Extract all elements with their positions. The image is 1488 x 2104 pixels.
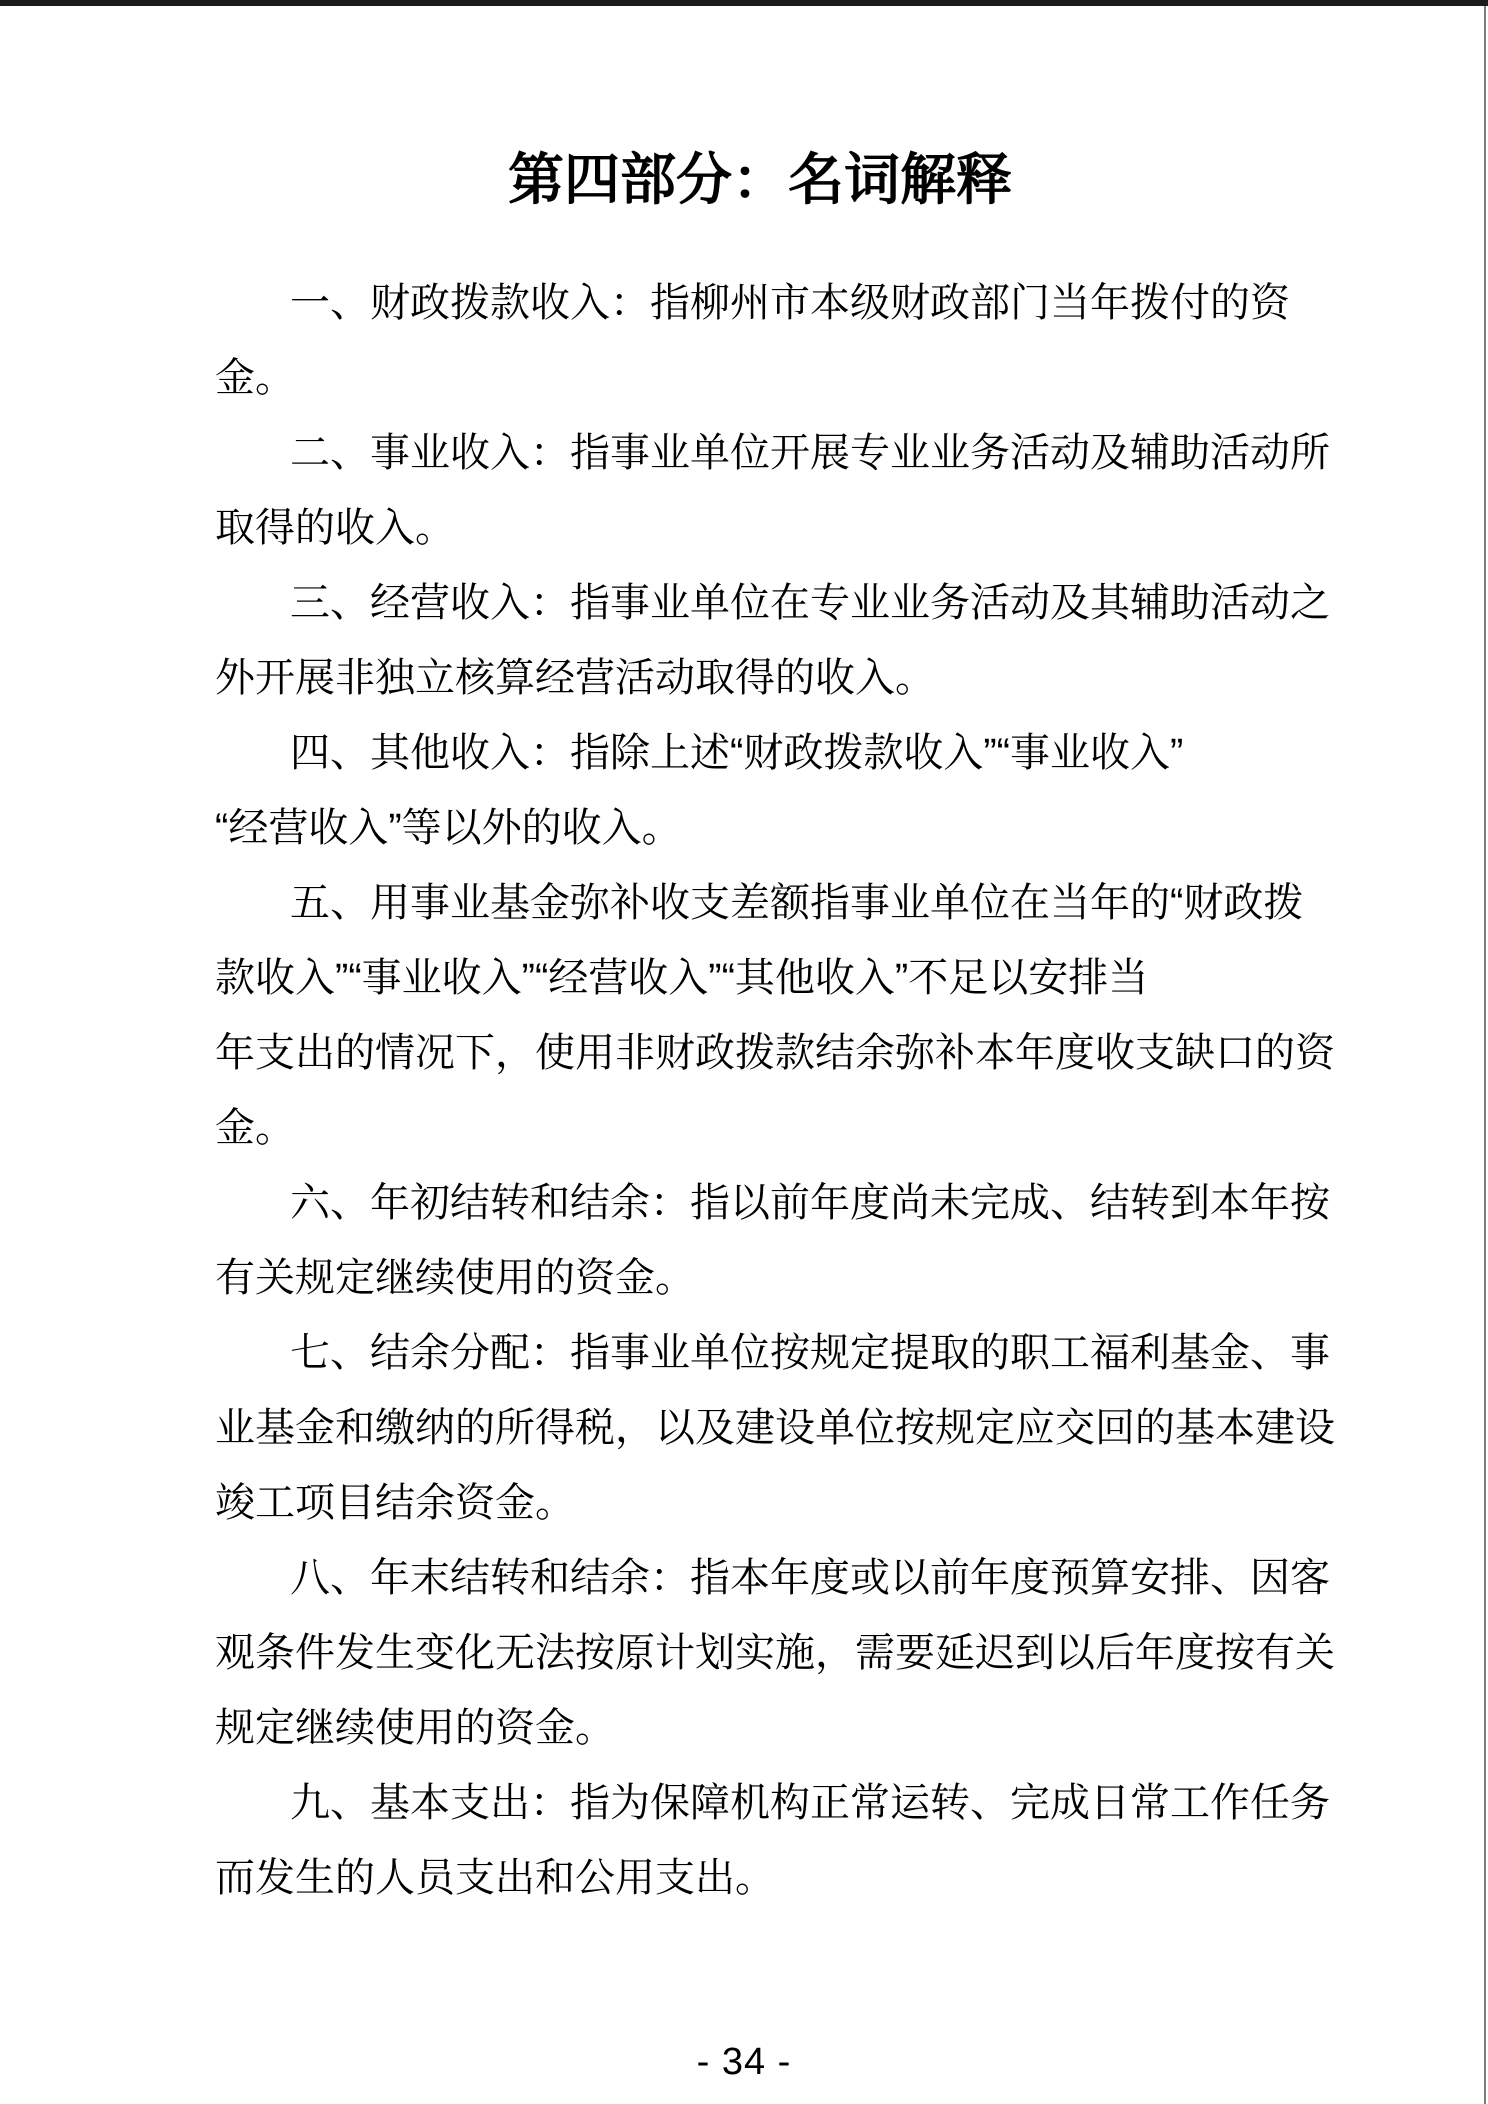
paragraph-line: 八、年末结转和结余：指本年度或以前年度预算安排、因客 [290, 1556, 1330, 1600]
scan-right-edge [1484, 6, 1486, 2104]
paragraph-line: 款收入”“事业收入”“经营收入”“其他收入”不足以安排当 [215, 956, 1149, 1000]
paragraph-line: 金。 [215, 1106, 295, 1150]
paragraph-line: 七、结余分配：指事业单位按规定提取的职工福利基金、事 [290, 1331, 1330, 1375]
paragraph-line: 二、事业收入：指事业单位开展专业业务活动及辅助活动所 [290, 431, 1330, 475]
paragraph-line: 四、其他收入：指除上述“财政拨款收入”“事业收入” [290, 731, 1184, 775]
page-title: 第四部分：名词解释 [508, 148, 1012, 211]
paragraph-line: 观条件发生变化无法按原计划实施，需要延迟到以后年度按有关 [215, 1631, 1335, 1675]
paragraph-line: 五、用事业基金弥补收支差额指事业单位在当年的“财政拨 [290, 881, 1304, 925]
paragraph-line: 业基金和缴纳的所得税，以及建设单位按规定应交回的基本建设 [215, 1406, 1335, 1450]
paragraph-line: 九、基本支出：指为保障机构正常运转、完成日常工作任务 [290, 1781, 1330, 1825]
paragraph-line: 有关规定继续使用的资金。 [215, 1256, 695, 1300]
paragraph-line: 而发生的人员支出和公用支出。 [215, 1856, 775, 1900]
paragraph-line: 外开展非独立核算经营活动取得的收入。 [215, 656, 935, 700]
paragraph-line: “经营收入”等以外的收入。 [215, 806, 682, 850]
paragraph-line: 一、财政拨款收入：指柳州市本级财政部门当年拨付的资 [290, 281, 1290, 325]
document-body [215, 266, 1345, 1916]
paragraph-line: 六、年初结转和结余：指以前年度尚未完成、结转到本年按 [290, 1181, 1330, 1225]
paragraph-line: 竣工项目结余资金。 [215, 1481, 575, 1525]
paragraph-line: 金。 [215, 356, 295, 400]
scan-top-edge [0, 0, 1488, 6]
page-number: - 34 - [696, 2041, 792, 2083]
paragraph-line: 年支出的情况下，使用非财政拨款结余弥补本年度收支缺口的资 [215, 1031, 1335, 1075]
paragraph-line: 取得的收入。 [215, 506, 455, 550]
paragraph-line: 规定继续使用的资金。 [215, 1706, 615, 1750]
paragraph-line: 三、经营收入：指事业单位在专业业务活动及其辅助活动之 [290, 581, 1330, 625]
